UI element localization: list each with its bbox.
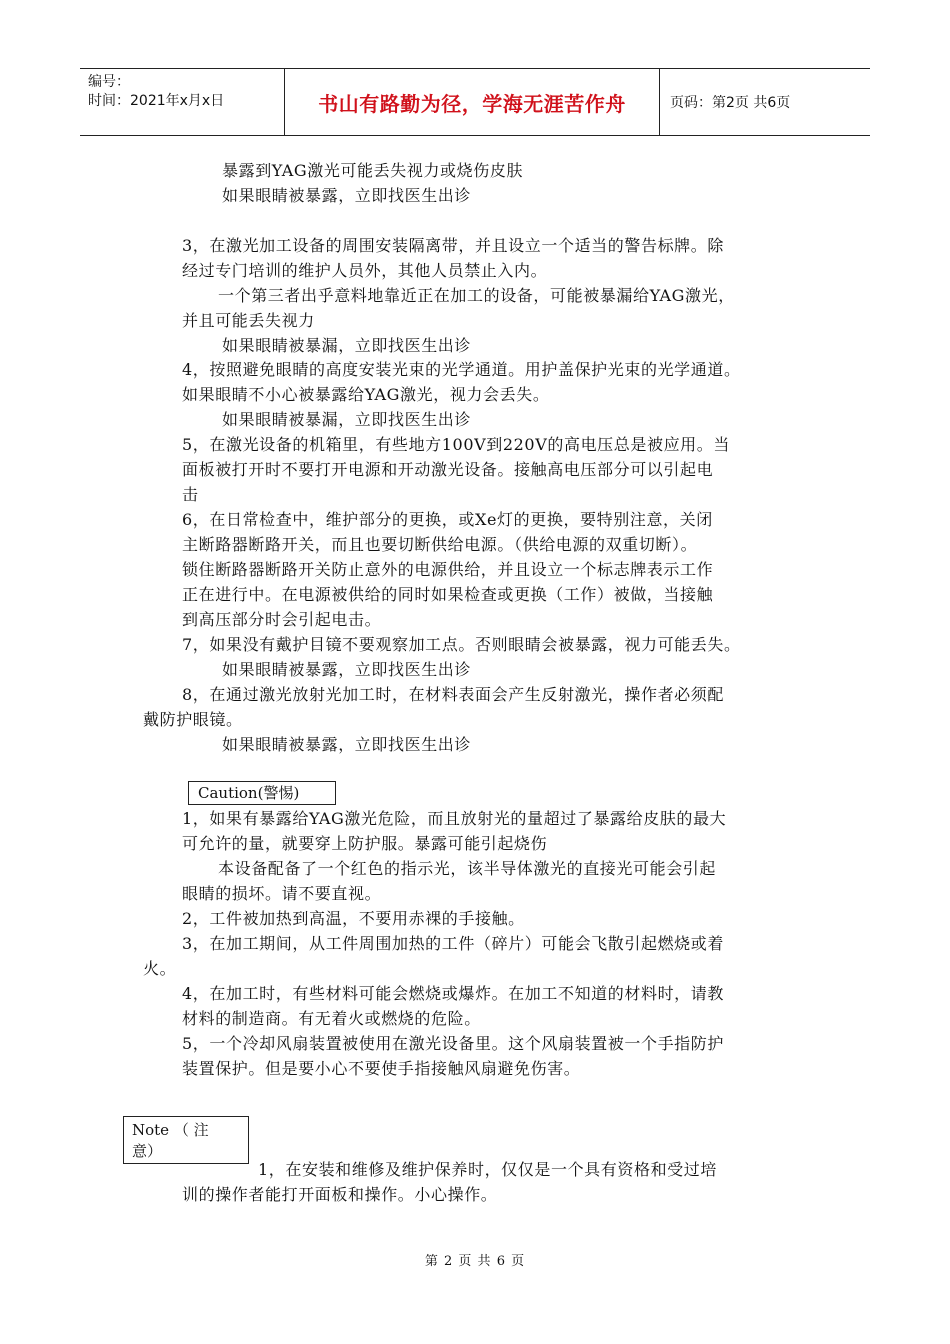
paragraph-line: 暴露到YAG激光可能丢失视力或烧伤皮肤: [222, 161, 524, 180]
caution-line: 本设备配备了一个红色的指示光，该半导体激光的直接光可能会引起: [218, 859, 717, 878]
paragraph-line: 经过专门培训的维护人员外，其他人员禁止入内。: [182, 261, 548, 280]
paragraph-line: 3，在激光加工设备的周围安装隔离带，并且设立一个适当的警告标牌。除: [182, 236, 724, 255]
note-line: 训的操作者能打开面板和操作。小心操作。: [182, 1185, 498, 1204]
caution-line: 可允许的量，就要穿上防护服。暴露可能引起烧伤: [182, 834, 548, 853]
caution-line: 火。: [143, 959, 177, 978]
caution-line: 材料的制造商。有无着火或燃烧的危险。: [182, 1009, 481, 1028]
paragraph-line: 面板被打开时不要打开电源和开动激光设备。接触高电压部分可以引起电: [182, 460, 714, 479]
caution-heading: Caution(警惕): [188, 781, 336, 805]
note-heading-line: 意）: [132, 1142, 163, 1160]
paragraph-line: 击: [182, 485, 199, 504]
paragraph-line: 正在进行中。在电源被供给的同时如果检查或更换（工作）被做，当接触: [182, 585, 714, 604]
paragraph-line: 如果眼睛被暴露，立即找医生出诊: [222, 660, 472, 679]
page-header: [80, 68, 870, 136]
note-heading-line: Note （ 注: [132, 1121, 209, 1139]
paragraph-line: 8，在通过激光放射光加工时，在材料表面会产生反射激光，操作者必须配: [182, 685, 724, 704]
page-footer: 第 2 页 共 6 页: [424, 1254, 526, 1269]
caution-line: 装置保护。但是要小心不要使手指接触风扇避免伤害。: [182, 1059, 581, 1078]
caution-line: 5，一个冷却风扇装置被使用在激光设备里。这个风扇装置被一个手指防护: [182, 1034, 724, 1053]
paragraph-line: 锁住断路器断路开关防止意外的电源供给，并且设立一个标志牌表示工作: [182, 560, 714, 579]
paragraph-line: 如果眼睛被暴漏，立即找医生出诊: [222, 410, 472, 429]
paragraph-line: 并且可能丢失视力: [182, 311, 315, 330]
paragraph-line: 如果眼睛被暴漏，立即找医生出诊: [222, 336, 472, 355]
paragraph-line: 7，如果没有戴护目镜不要观察加工点。否则眼睛会被暴露，视力可能丢失。: [182, 635, 741, 654]
caution-line: 4，在加工时，有些材料可能会燃烧或爆炸。在加工不知道的材料时，请教: [182, 984, 724, 1003]
header-motto: 书山有路勤为径，学海无涯苦作舟: [284, 69, 660, 135]
header-page-number: 页码：第2页 共6页: [670, 95, 791, 111]
caution-line: 1，如果有暴露给YAG激光危险，而且放射光的量超过了暴露给皮肤的最大: [182, 809, 727, 828]
paragraph-line: 到高压部分时会引起电击。: [182, 610, 382, 629]
document-date: 时间：2021年x月x日: [88, 93, 225, 109]
paragraph-line: 5，在激光设备的机箱里，有些地方100V到220V的高电压总是被应用。当: [182, 435, 730, 454]
paragraph-line: 如果眼睛被暴露，立即找医生出诊: [222, 735, 472, 754]
caution-line: 2，工件被加热到高温，不要用赤裸的手接触。: [182, 909, 525, 928]
document-number: 编号：: [88, 74, 130, 90]
note-heading: [123, 1116, 249, 1164]
paragraph-line: 如果眼睛被暴露，立即找医生出诊: [222, 186, 472, 205]
caution-line: 3，在加工期间，从工件周围加热的工件（碎片）可能会飞散引起燃烧或着: [182, 934, 724, 953]
paragraph-line: 如果眼睛不小心被暴露给YAG激光，视力会丢失。: [182, 385, 550, 404]
paragraph-line: 主断路器断路开关，而且也要切断供给电源。（供给电源的双重切断）。: [182, 535, 698, 554]
paragraph-line: 一个第三者出乎意料地靠近正在加工的设备，可能被暴漏给YAG激光，: [218, 286, 735, 305]
paragraph-line: 戴防护眼镜。: [143, 710, 243, 729]
header-meta: [80, 69, 284, 135]
paragraph-line: 6，在日常检查中，维护部分的更换，或Xe灯的更换，要特别注意，关闭: [182, 510, 713, 529]
note-line: 1，在安装和维修及维护保养时，仅仅是一个具有资格和受过培: [258, 1160, 717, 1179]
caution-line: 眼睛的损坏。请不要直视。: [182, 884, 382, 903]
paragraph-line: 4，按照避免眼睛的高度安装光束的光学通道。用护盖保护光束的光学通道。: [182, 360, 741, 379]
